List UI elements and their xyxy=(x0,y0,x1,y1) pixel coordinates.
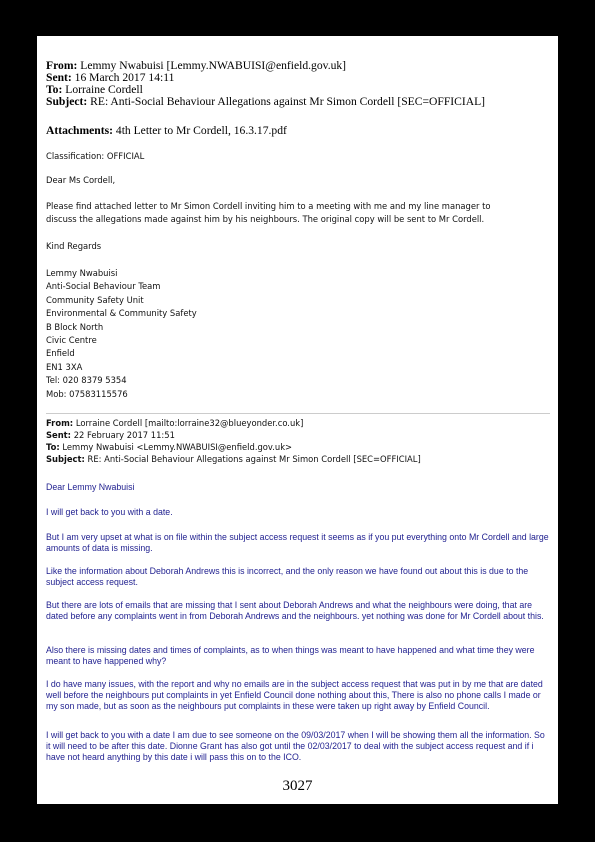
prev-paragraph: Like the information about Deborah Andrews this is incorrect, and the only reason we have found out about this is due to the subject access request. xyxy=(46,566,529,587)
document-page xyxy=(37,36,558,804)
prev-from-value: Lorraine Cordell [mailto:lorraine32@blueyonder.co.uk] xyxy=(75,418,304,428)
prev-paragraph: I will get back to you with a date I am due to see someone on the 09/03/2017 when I will be showing them all the information. So it will need to be after this date. Dionne Grant has also got until the 02/03/2017 to deal with the subject access request and if i have not heard anything by this date i will pass this on to the ICO. xyxy=(46,730,545,762)
closing: Kind Regards xyxy=(46,241,102,251)
signature-line: Enfield xyxy=(46,348,75,359)
prev-greeting: Dear Lemmy Nwabuisi xyxy=(46,482,135,492)
body-line-2: discuss the allegations made against him by his neighbours. The original copy will be sent to Mr Cordell. xyxy=(46,214,485,224)
prev-sent-line xyxy=(46,430,175,441)
signature-line: Community Safety Unit xyxy=(46,294,144,305)
signature-line: Lemmy Nwabuisi xyxy=(46,268,118,278)
signature-block xyxy=(46,267,197,401)
attachments-label: Attachments: xyxy=(46,124,113,137)
signature-line: B Block North xyxy=(46,321,104,332)
subject-line xyxy=(46,95,485,108)
attachments-line xyxy=(46,124,287,137)
subject-value: RE: Anti-Social Behaviour Allegations against Mr Simon Cordell [SEC=OFFICIAL] xyxy=(90,95,486,108)
prev-from-line xyxy=(46,418,303,429)
prev-to-value: Lemmy Nwabuisi <Lemmy.NWABUISI@enfield.gov.uk> xyxy=(62,442,293,452)
signature-line: Mob: 07583115576 xyxy=(46,388,128,399)
prev-paragraph: I will get back to you with a date. xyxy=(46,507,173,517)
classification: Classification: OFFICIAL xyxy=(46,151,145,161)
subject-label: Subject: xyxy=(46,95,88,108)
attachments-value[interactable]: 4th Letter to Mr Cordell, 16.3.17.pdf xyxy=(115,124,287,137)
signature-line: EN1 3XA xyxy=(46,361,83,372)
message-separator xyxy=(46,413,550,414)
prev-to-line xyxy=(46,442,292,453)
prev-subject-label: Subject: xyxy=(46,454,85,464)
signature-line: Anti-Social Behaviour Team xyxy=(46,281,161,292)
from-label: From: xyxy=(46,59,78,72)
prev-subject-line xyxy=(46,454,421,465)
prev-sent-label: Sent: xyxy=(46,430,72,440)
prev-paragraph: But I am very upset at what is on file within the subject access request it seems as if you put everything onto Mr Cordell and large amounts of data is missing. xyxy=(46,532,549,553)
prev-paragraph: I do have many issues, with the report and why no emails are in the subject access request that was put in by me that are dated well before the neighbours put complaints in yet Enfield Council done nothing about this, There is also no phone calls I made or my son made, but as soon as the neighbours put complaints in these were taken up right away by Enfield Council. xyxy=(46,679,543,711)
signature-line: Civic Centre xyxy=(46,335,97,346)
prev-to-label: To: xyxy=(46,442,60,452)
greeting: Dear Ms Cordell, xyxy=(46,175,116,185)
to-value: Lorraine Cordell xyxy=(65,83,143,96)
signature-line: Tel: 020 8379 5354 xyxy=(46,375,127,386)
prev-from-label: From: xyxy=(46,418,74,428)
page-number: 3027 xyxy=(282,778,313,794)
prev-paragraph: Also there is missing dates and times of complaints, as to when things was meant to have happened and what time they were meant to have happened why? xyxy=(46,645,535,666)
body-line-1: Please find attached letter to Mr Simon Cordell inviting him to a meeting with me and my line manager to xyxy=(46,201,491,211)
signature-line: Environmental & Community Safety xyxy=(46,308,197,319)
to-label: To: xyxy=(46,83,63,96)
from-value: Lemmy Nwabuisi [Lemmy.NWABUISI@enfield.gov.uk] xyxy=(80,59,347,72)
prev-subject-value: RE: Anti-Social Behaviour Allegations against Mr Simon Cordell [SEC=OFFICIAL] xyxy=(87,454,421,464)
sent-value: 16 March 2017 14:11 xyxy=(74,71,175,84)
prev-paragraph: But there are lots of emails that are missing that I sent about Deborah Andrews and what the neighbours were doing, that are dated before any complaints went in from Deborah Andrews and the neighbours. yet nothing was done for Mr Cordell about this. xyxy=(46,600,544,621)
prev-sent-value: 22 February 2017 11:51 xyxy=(73,430,175,440)
sent-label: Sent: xyxy=(46,71,72,84)
